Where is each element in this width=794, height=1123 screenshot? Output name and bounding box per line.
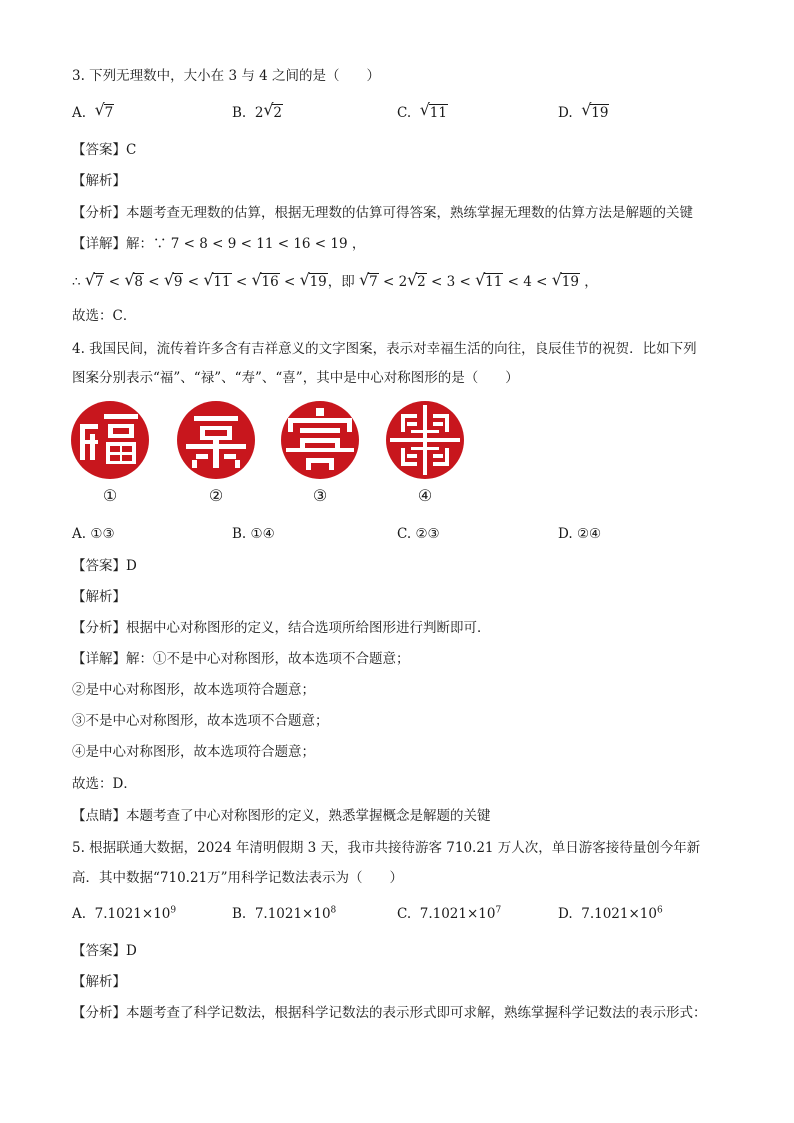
q3-inequality-chain: ∴ √ 7 < √ 8 < √ 9 < √ 11 < √ 16 < √ 19，即 √ 7 < 2 √ 2 < 3 < √ 11 < 4 < √ 19 ，	[72, 270, 598, 290]
q4-detail-2: ②是中心对称图形，故本选项符合题意；	[72, 682, 315, 698]
q5-analysis: 【分析】本题考查了科学记数法，根据科学记数法的表示形式即可求解，熟练掌握科学记数法的表示形式：	[72, 1005, 707, 1021]
q4-option-a: A. ①③	[72, 526, 115, 542]
shou-character-emblem-icon	[280, 400, 360, 480]
q4-comment: 【点睛】本题考查了中心对称图形的定义，熟悉掌握概念是解题的关键	[72, 808, 491, 824]
fu-character-emblem-icon	[70, 400, 150, 480]
q3-analysis: 【分析】本题考查无理数的估算，根据无理数的估算可得答案，熟练掌握无理数的估算方法是解题的关键	[72, 205, 693, 221]
sqrt-symbol: √ 19	[581, 100, 609, 121]
q5-answer: 【答案】D	[72, 943, 137, 959]
q4-detail-4: ④是中心对称图形，故本选项符合题意；	[72, 744, 315, 760]
sqrt-symbol: √ 8	[124, 270, 143, 290]
sqrt-symbol: √ 7	[94, 100, 114, 121]
q4-conclusion: 故选：D．	[72, 776, 137, 792]
q4-detail: 【详解】解：①不是中心对称图形，故本选项不合题意；	[72, 651, 410, 667]
q5-option-d: D. $7.1021\times 10^6$	[558, 905, 663, 922]
sqrt-symbol: √ 11	[475, 270, 503, 290]
lu-character-emblem-icon	[176, 400, 256, 480]
q5-option-a: A. $7.1021\times 10^9$	[72, 905, 177, 922]
q4-detail-3: ③不是中心对称图形，故本选项不合题意；	[72, 713, 329, 729]
sqrt-symbol: √ 11	[419, 100, 447, 121]
emblem-label-1: ①	[102, 486, 118, 505]
sqrt-symbol: √ 9	[163, 270, 183, 290]
sqrt-symbol: √ 11	[203, 270, 231, 290]
q4-option-c: C. ②③	[397, 526, 440, 542]
q5-option-c: C. $7.1021\times 10^7$	[397, 905, 502, 922]
xi-character-emblem	[385, 400, 465, 510]
q4-jiexi: 【解析】	[72, 589, 126, 605]
q3-detail: 【详解】解：∵ 7 < 8 < 9 < 11 < 16 < 19 ，	[72, 236, 366, 252]
sqrt-symbol: √ 19	[551, 270, 579, 290]
emblem-label-4: ④	[417, 486, 433, 505]
q3-answer: 【答案】C	[72, 142, 137, 158]
q4-analysis: 【分析】根据中心对称图形的定义，结合选项所给图形进行判断即可．	[72, 620, 491, 636]
q3-options	[72, 102, 732, 126]
fu-character-emblem	[70, 400, 150, 510]
q3-conclusion: 故选：C．	[72, 308, 137, 324]
sqrt-symbol: √ 2	[263, 100, 282, 121]
q3-jiexi: 【解析】	[72, 173, 126, 189]
q5-stem-line1: 5. 根据联通大数据，2024 年清明假期 3 天，我市共接待游客 710.21 万人次，单日游客接待量创今年新	[72, 840, 701, 856]
q3-option-b: B. 2 √ 2	[232, 102, 283, 124]
q4-emblem-figures	[70, 400, 470, 510]
sqrt-symbol: √ 2	[407, 270, 426, 290]
q4-options	[72, 523, 732, 547]
q3-option-a: A. √ 7	[72, 102, 114, 124]
q3-option-d: D. √ 19	[558, 102, 609, 124]
emblem-label-2: ②	[208, 486, 224, 505]
shou-character-emblem	[280, 400, 360, 510]
sqrt-symbol: √ 16	[251, 270, 279, 290]
xi-character-emblem-icon	[385, 400, 465, 480]
q4-stem-line1: 4. 我国民间，流传着许多含有吉祥意义的文字图案，表示对幸福生活的向往，良辰佳节的祝贺．比如下列	[72, 341, 697, 357]
q4-stem-line2: 图案分别表示“福”、“禄”、“寿”、“喜”，其中是中心对称图形的是（ ）	[72, 370, 519, 386]
q3-stem: 3. 下列无理数中，大小在 3 与 4 之间的是（ ）	[72, 68, 381, 84]
sqrt-symbol: √ 7	[84, 270, 104, 290]
q4-option-d: D. ②④	[558, 526, 602, 542]
lu-character-emblem	[176, 400, 256, 510]
q4-answer: 【答案】D	[72, 558, 137, 574]
q5-stem-line2: 高．其中数据“710.21万”用科学记数法表示为（ ）	[72, 870, 404, 886]
emblem-label-3: ③	[312, 486, 328, 505]
q4-option-b: B. ①④	[232, 526, 275, 542]
q5-options	[72, 903, 732, 927]
sqrt-symbol: √ 7	[359, 270, 378, 290]
sqrt-symbol: √ 19	[299, 270, 327, 290]
q3-option-c: C. √ 11	[397, 102, 448, 124]
q5-option-b: B. $7.1021\times 10^8$	[232, 905, 337, 922]
q5-jiexi: 【解析】	[72, 974, 126, 990]
